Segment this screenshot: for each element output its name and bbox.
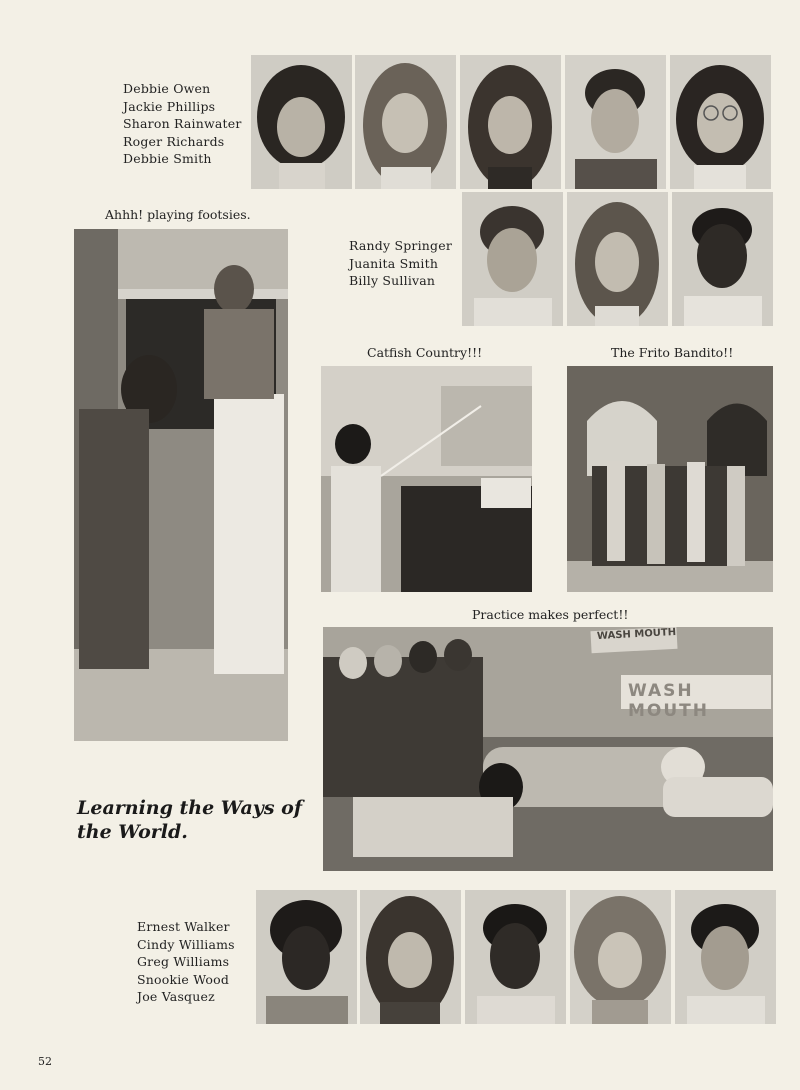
photo-caption-catfish: Catfish Country!!! [367,345,483,360]
candid-photo-practice [323,627,773,871]
portrait-photo [462,192,563,326]
student-name: Greg Williams [137,954,230,969]
candid-photo-footsies [74,229,288,741]
portrait-photo [355,55,456,189]
name-list-group-2 [349,237,452,290]
student-name: Billy Sullivan [349,273,436,288]
candid-photo-frito-bandito [567,366,773,592]
student-name: Jackie Phillips [123,98,216,114]
student-name: Sharon Rainwater [123,116,242,131]
portrait-photo [570,890,671,1024]
banner-text-top: WASH MOUTH [596,627,677,643]
portrait-photo [670,55,771,189]
candid-photo-catfish-country [321,366,532,592]
banner-text-main: WASH MOUTH [628,681,709,721]
portrait-photo [567,192,668,326]
portrait-photo [465,890,566,1024]
page-number: 52 [38,1055,52,1068]
student-name: Ernest Walker [137,919,230,934]
portrait-photo [460,55,561,189]
student-name: Snookie Wood [137,971,230,987]
student-name: Joe Vasquez [137,989,215,1004]
portrait-photo [251,55,352,189]
photo-caption-frito: The Frito Bandito!! [611,345,734,360]
portrait-photo [672,192,773,326]
student-name: Cindy Williams [137,936,235,952]
page-section-title: Learning the Ways of the World. [77,797,303,843]
portrait-photo [675,890,776,1024]
student-name: Debbie Smith [123,151,212,166]
name-list-group-3 [137,918,235,1006]
name-list-group-1 [123,80,242,168]
student-name: Juanita Smith [349,255,439,271]
photo-caption-practice: Practice makes perfect!! [472,607,629,622]
student-name: Roger Richards [123,133,225,149]
student-name: Debbie Owen [123,81,211,96]
photo-caption-footsies: Ahhh! playing footsies. [105,207,251,222]
student-name: Randy Springer [349,238,453,253]
portrait-photo [565,55,666,189]
portrait-photo [256,890,357,1024]
portrait-photo [360,890,461,1024]
